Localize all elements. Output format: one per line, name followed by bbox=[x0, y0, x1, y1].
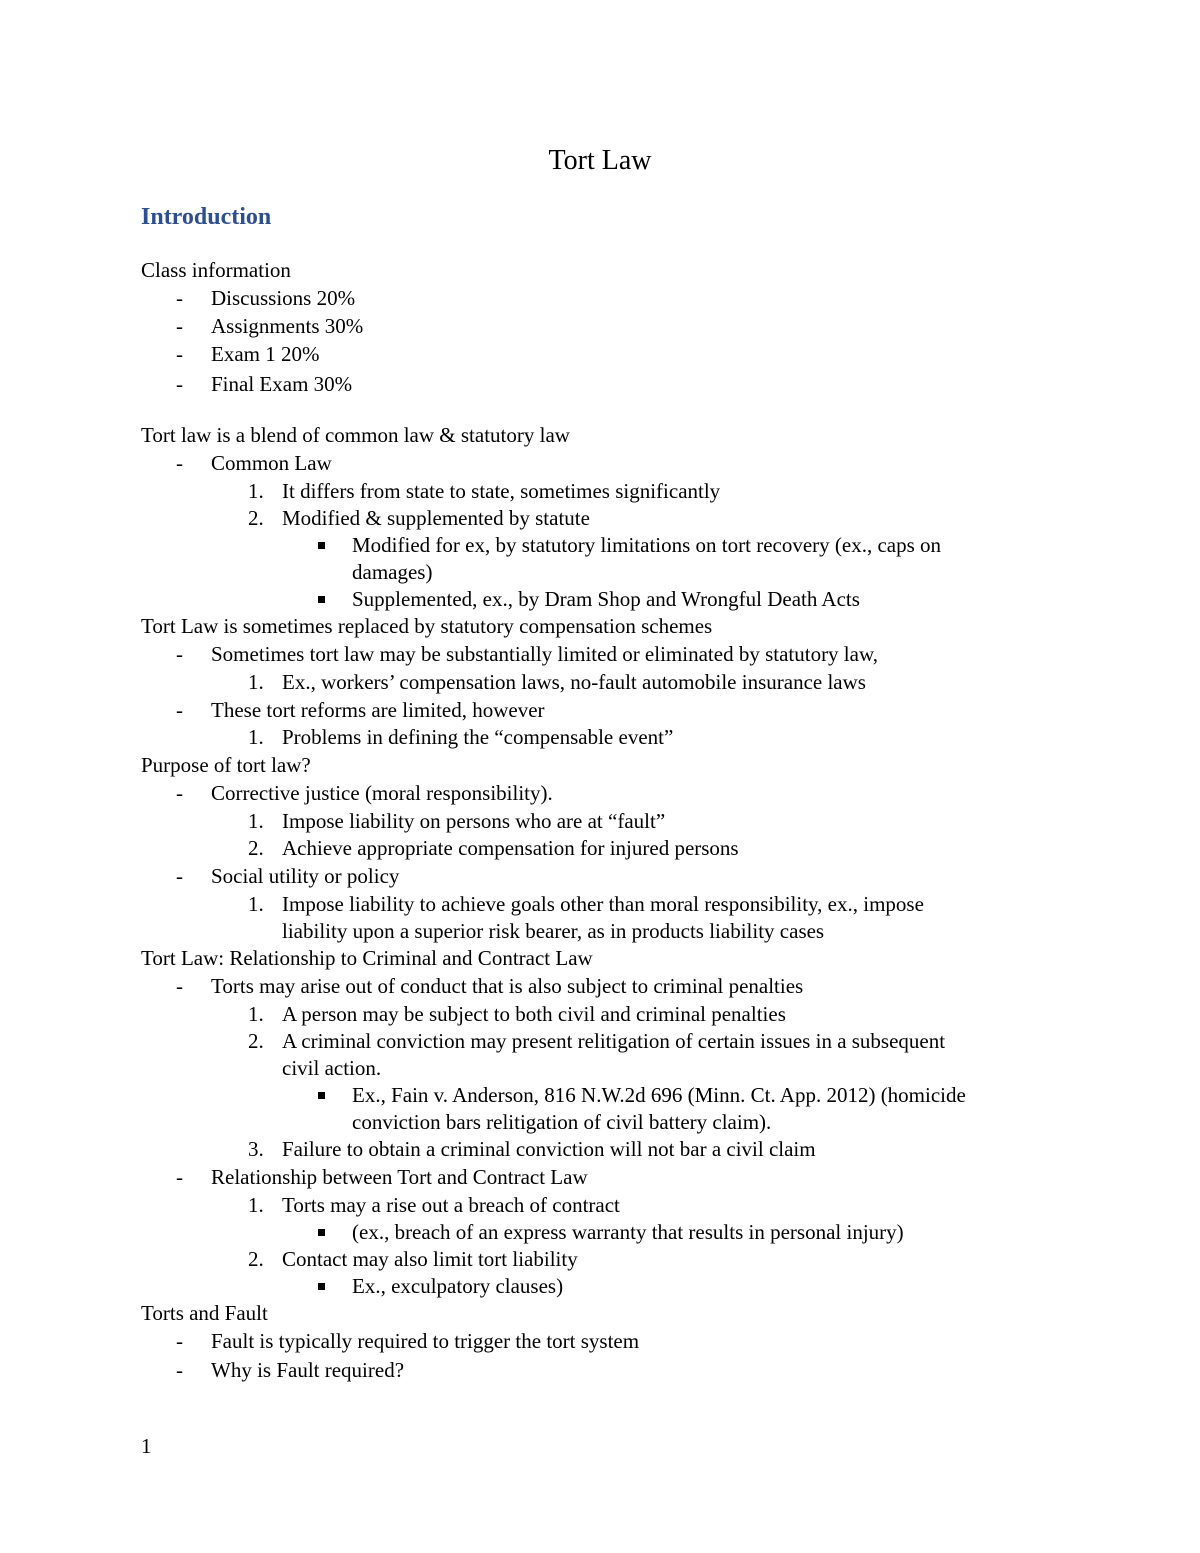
dash-marker: - bbox=[176, 372, 183, 396]
square-bullet-icon bbox=[318, 1283, 325, 1290]
page-number: 1 bbox=[141, 1434, 152, 1458]
list-number: 2. bbox=[248, 836, 264, 860]
square-bullet-icon bbox=[318, 542, 325, 549]
page-title: Tort Law bbox=[548, 145, 652, 176]
list-item: Modified & supplemented by statute bbox=[282, 506, 590, 530]
list-item: It differs from state to state, sometimes significantly bbox=[282, 479, 721, 503]
list-number: 1. bbox=[248, 809, 264, 833]
list-item: Torts may a rise out a breach of contract bbox=[282, 1193, 620, 1217]
list-item: Relationship between Tort and Contract Law bbox=[211, 1165, 588, 1189]
list-number: 1. bbox=[248, 479, 264, 503]
list-item: Achieve appropriate compensation for injured persons bbox=[282, 836, 739, 860]
dash-marker: - bbox=[176, 1165, 183, 1189]
dash-marker: - bbox=[176, 698, 183, 722]
dash-marker: - bbox=[176, 451, 183, 475]
text-line: Purpose of tort law? bbox=[141, 753, 311, 777]
list-item: Torts may arise out of conduct that is also subject to criminal penalties bbox=[211, 974, 804, 998]
list-number: 2. bbox=[248, 1247, 264, 1271]
list-item: Failure to obtain a criminal conviction will not bar a civil claim bbox=[282, 1137, 816, 1161]
list-number: 3. bbox=[248, 1137, 264, 1161]
list-item: (ex., breach of an express warranty that results in personal injury) bbox=[352, 1220, 904, 1244]
text-line: Torts and Fault bbox=[141, 1301, 268, 1325]
dash-marker: - bbox=[176, 974, 183, 998]
list-item: Supplemented, ex., by Dram Shop and Wrongful Death Acts bbox=[352, 587, 860, 611]
dash-marker: - bbox=[176, 864, 183, 888]
list-number: 1. bbox=[248, 670, 264, 694]
list-item: Problems in defining the “compensable event” bbox=[282, 725, 674, 749]
list-item: Modified for ex, by statutory limitations on tort recovery (ex., caps on bbox=[352, 533, 942, 557]
square-bullet-icon bbox=[318, 1229, 325, 1236]
list-number: 1. bbox=[248, 725, 264, 749]
list-number: 1. bbox=[248, 892, 264, 916]
dash-marker: - bbox=[176, 314, 183, 338]
section-heading-introduction: Introduction bbox=[141, 204, 272, 230]
list-item: A criminal conviction may present relitigation of certain issues in a subsequent bbox=[282, 1029, 946, 1053]
list-item: Common Law bbox=[211, 451, 332, 475]
text-line: Tort Law is sometimes replaced by statutory compensation schemes bbox=[141, 614, 713, 638]
list-item: Ex., exculpatory clauses) bbox=[352, 1274, 564, 1298]
list-item: Sometimes tort law may be substantially limited or eliminated by statutory law, bbox=[211, 642, 879, 666]
list-item-continuation: civil action. bbox=[282, 1056, 382, 1080]
list-item: Why is Fault required? bbox=[211, 1358, 405, 1382]
dash-marker: - bbox=[176, 642, 183, 666]
square-bullet-icon bbox=[318, 1092, 325, 1099]
list-item: Ex., workers’ compensation laws, no-fault automobile insurance laws bbox=[282, 670, 866, 694]
dash-marker: - bbox=[176, 1329, 183, 1353]
list-number: 1. bbox=[248, 1002, 264, 1026]
list-item-continuation: liability upon a superior risk bearer, as in products liability cases bbox=[282, 919, 825, 943]
list-item-continuation: conviction bars relitigation of civil battery claim). bbox=[352, 1110, 772, 1134]
list-item: Discussions 20% bbox=[211, 286, 356, 310]
list-item: A person may be subject to both civil and criminal penalties bbox=[282, 1002, 786, 1026]
list-number: 2. bbox=[248, 1029, 264, 1053]
dash-marker: - bbox=[176, 1358, 183, 1382]
square-bullet-icon bbox=[318, 596, 325, 603]
list-item-continuation: damages) bbox=[352, 560, 433, 584]
list-item: These tort reforms are limited, however bbox=[211, 698, 545, 722]
list-item: Social utility or policy bbox=[211, 864, 400, 888]
list-item: Exam 1 20% bbox=[211, 342, 320, 366]
list-number: 2. bbox=[248, 506, 264, 530]
list-item: Final Exam 30% bbox=[211, 372, 353, 396]
list-item: Impose liability to achieve goals other than moral responsibility, ex., impose bbox=[282, 892, 924, 916]
text-line: Tort law is a blend of common law & statutory law bbox=[141, 423, 570, 447]
text-line: Class information bbox=[141, 258, 291, 282]
list-number: 1. bbox=[248, 1193, 264, 1217]
dash-marker: - bbox=[176, 286, 183, 310]
list-item: Impose liability on persons who are at “fault” bbox=[282, 809, 666, 833]
list-item: Corrective justice (moral responsibility). bbox=[211, 781, 553, 805]
list-item: Assignments 30% bbox=[211, 314, 364, 338]
text-line: Tort Law: Relationship to Criminal and Contract Law bbox=[141, 946, 593, 970]
dash-marker: - bbox=[176, 342, 183, 366]
list-item: Fault is typically required to trigger the tort system bbox=[211, 1329, 640, 1353]
list-item: Ex., Fain v. Anderson, 816 N.W.2d 696 (Minn. Ct. App. 2012) (homicide bbox=[352, 1083, 966, 1107]
list-item: Contact may also limit tort liability bbox=[282, 1247, 578, 1271]
dash-marker: - bbox=[176, 781, 183, 805]
